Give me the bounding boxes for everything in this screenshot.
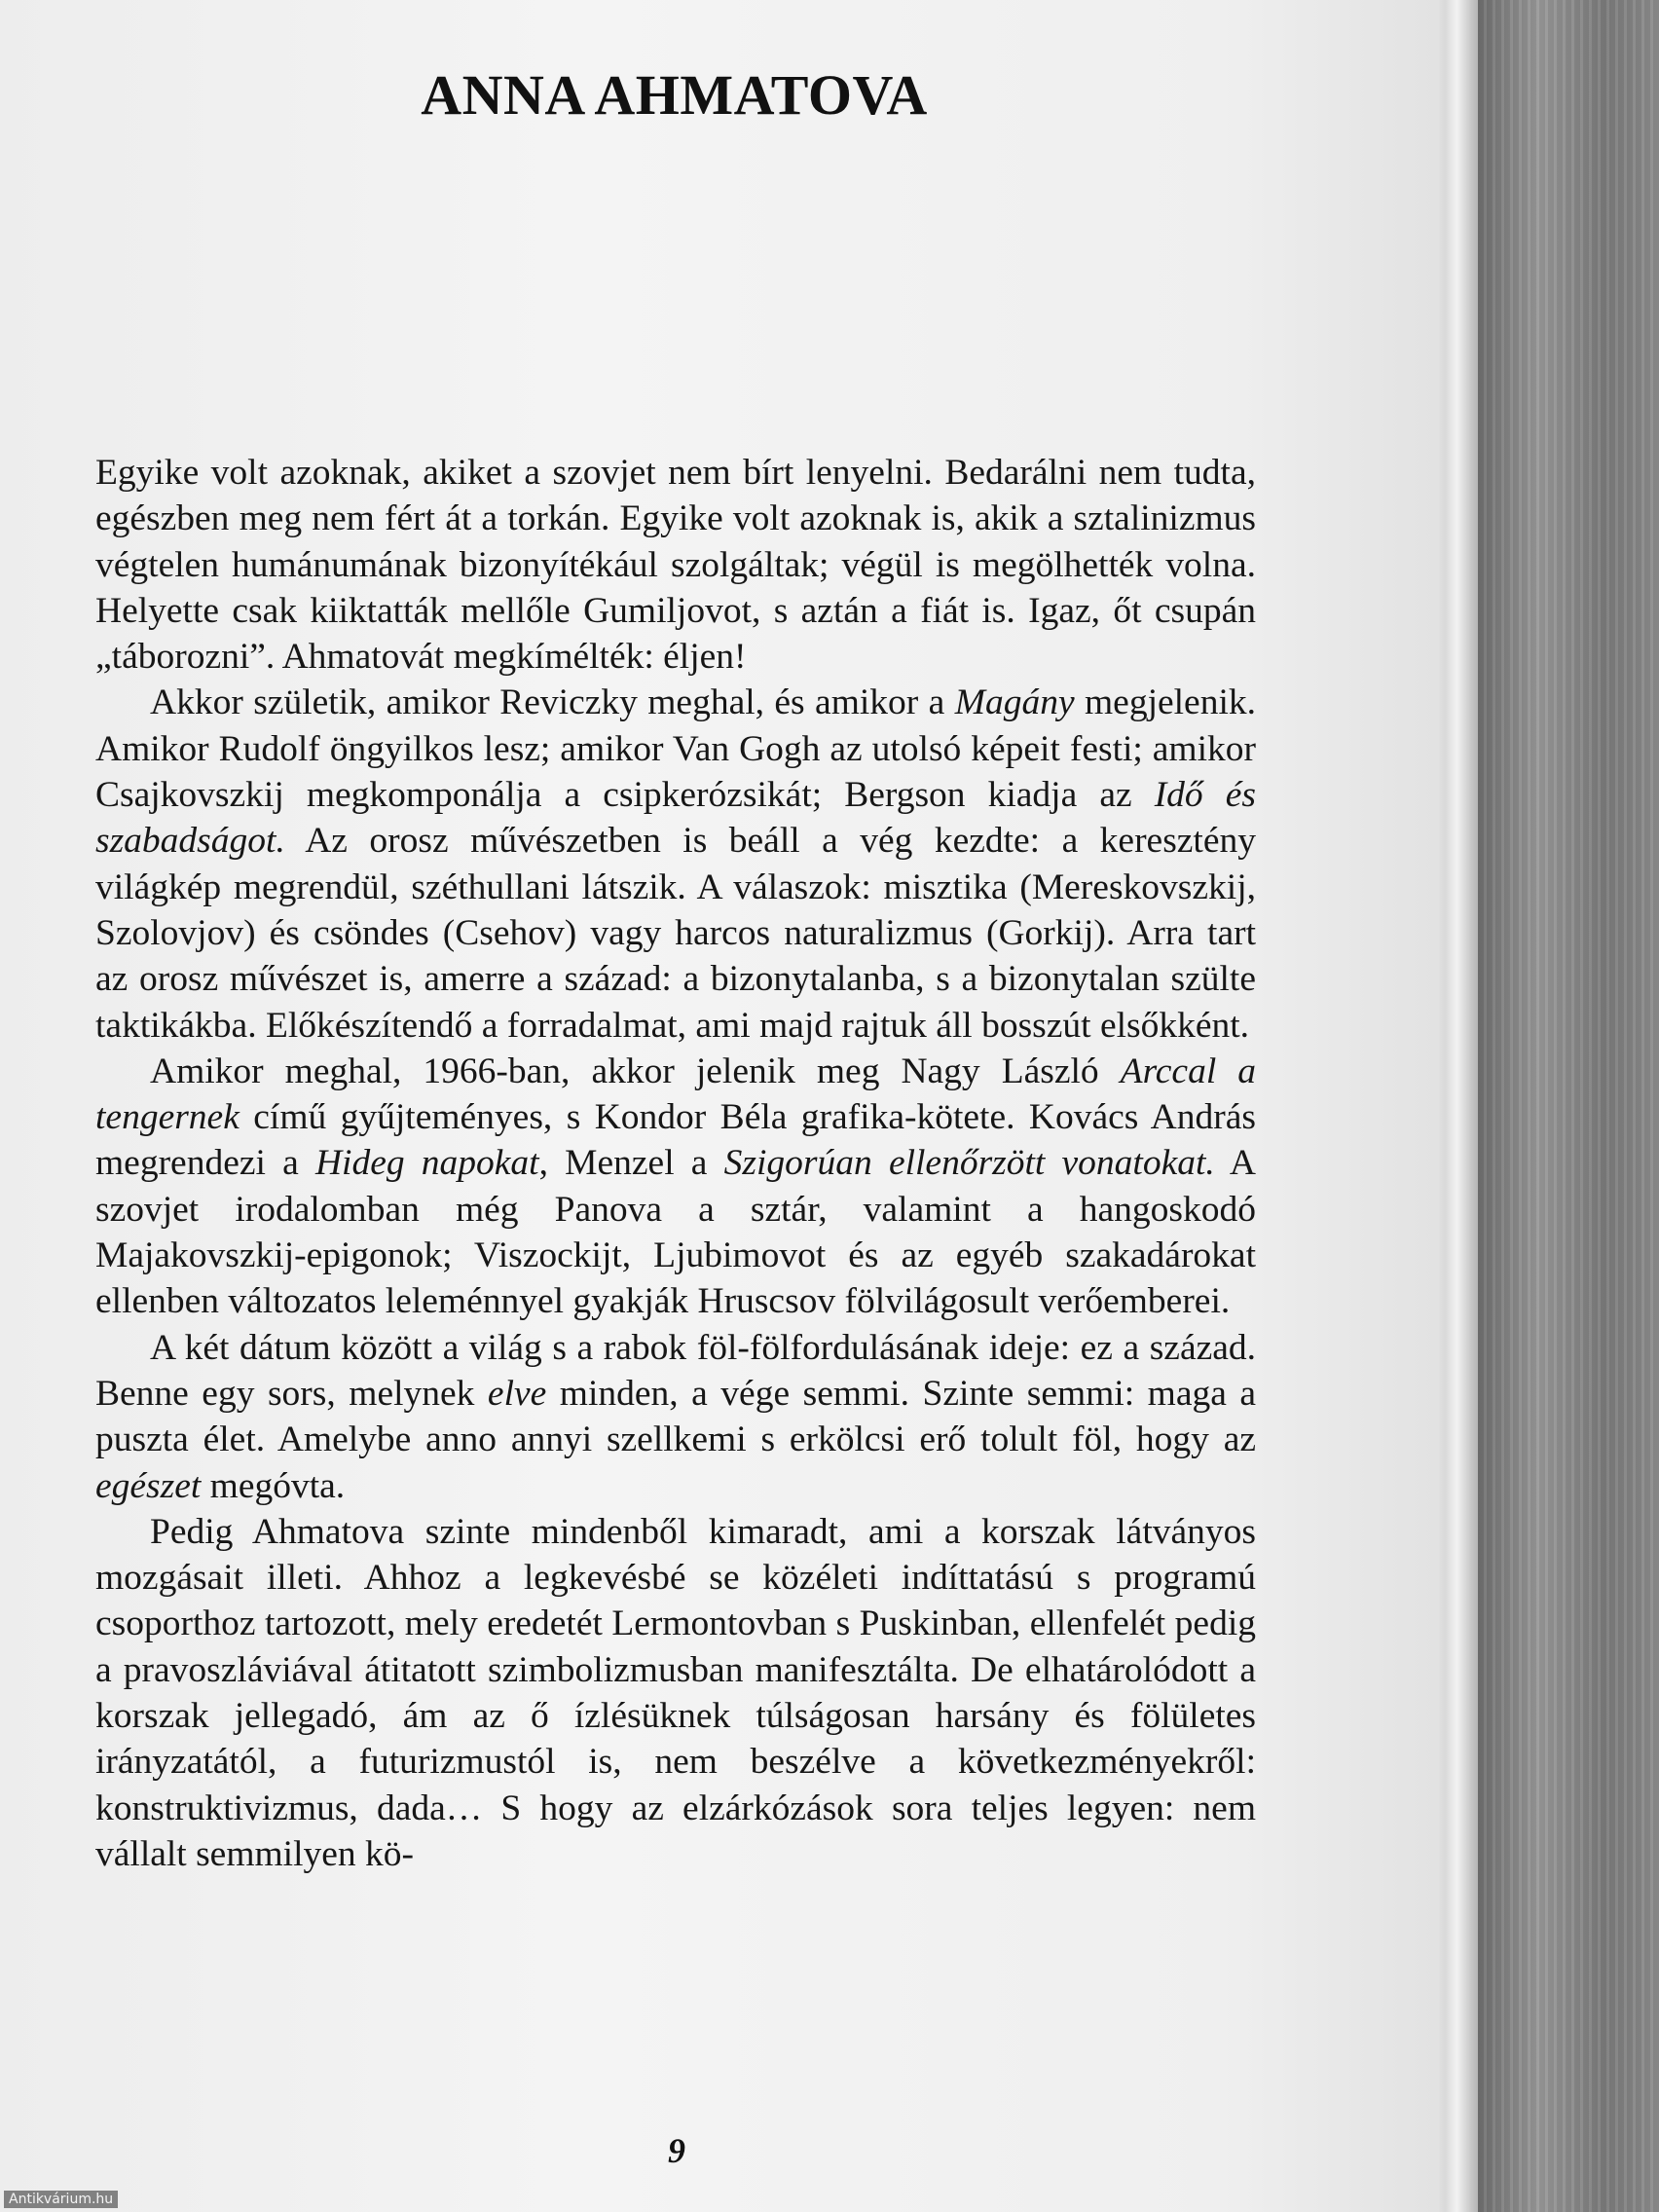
text-run: Pedig Ahmatova szinte mindenből kimaradt, ami a korszak látványos mozgásait illeti. Ahhoz a legkevésbé se közéleti indíttatású s programú csoporthoz tartozott, mely eredetét Lermontovban s Puskinban, ellenfelét pedig a pravoszláviával átitatott szimbolizmusban manifesztálta. De elhatárolódott a korszak jellegadó, ám az ő ízlésüknek túlságosan harsány és fölületes irányzatától, a futurizmustól is, nem beszélve a következményekről: konstruktivizmus, dada… S hogy az elzárkózások sora teljes legyen: nem vállalt semmilyen kö- [95, 1511, 1256, 1874]
background-surface [1475, 0, 1659, 2212]
text-run: minden, a vége semmi. Szinte semmi: maga a puszta élet. Amelybe anno annyi szellkemi s erkölcsi erő tolult föl, hogy az [95, 1373, 1257, 1460]
paragraph-2 [95, 680, 1256, 1048]
page-number: 9 [668, 2131, 685, 2170]
italic-title: Magány [954, 682, 1075, 723]
watermark: Antikvárium.hu [4, 2191, 118, 2208]
paragraph-4 [95, 1325, 1256, 1509]
text-run: című gyűjteményes, s Kondor Béla grafika-kötete. Kovács András megrendezi a [95, 1097, 1256, 1184]
paragraph-3 [95, 1049, 1256, 1325]
page-title: ANNA AHMATOVA [421, 63, 928, 127]
text-run: megjelenik. Amikor Rudolf öngyilkos lesz; amikor Van Gogh az utolsó képeit festi; amikor Csajkovszkij megkomponálja a csipkerózsikát; Bergson kiadja az [95, 682, 1256, 816]
italic-title: Hideg napokat [314, 1143, 539, 1184]
text-run: Amikor meghal, 1966-ban, akkor jelenik meg Nagy László [150, 1051, 1121, 1091]
text-run: megóvta. [201, 1465, 346, 1506]
text-run: A két dátum között a világ s a rabok föl-fölfordulásának ideje: ez a század. Benne egy sors, melynek [95, 1327, 1256, 1414]
text-run: Az orosz művészetben is beáll a vég kezdte: a keresztény világkép megrendül, széthullani látszik. A válaszok: misztika (Mereskovszkij, Szolovjov) és csöndes (Csehov) vagy harcos naturalizmus (Gorkij). Arra tart az orosz művészet is, amerre a század: a bizonytalanba, s a bizonytalan szülte taktikákba. Előkészítendő a forradalmat, ami majd rajtuk áll bosszút elsőkként. [95, 821, 1256, 1046]
text-run: Egyike volt azoknak, akiket a szovjet nem bírt lenyelni. Bedarálni nem tudta, egészben meg nem fért át a torkán. Egyike volt azoknak is, akik a sztalinizmus végtelen humánumának bizonyítékául szolgáltak; végül is megölhették volna. Helyette csak kiiktatták mellőle Gumiljovot, s aztán a fiát is. Igaz, őt csupán „táborozni”. Ahmatovát megkímélték: éljen! [95, 453, 1256, 678]
italic-title: Szigorúan ellenőrzött vonatokat. [723, 1143, 1215, 1184]
italic-title: Idő és szabadságot. [95, 775, 1256, 862]
paragraph-5 [95, 1509, 1256, 1877]
italic-title: Arccal a tengernek [95, 1051, 1256, 1138]
italic-title: egészet [95, 1465, 202, 1506]
italic-title: elve [487, 1373, 547, 1414]
body-text [95, 450, 1256, 1877]
text-run: Akkor születik, amikor Reviczky meghal, és amikor a [150, 682, 955, 723]
text-run: , Menzel a [538, 1143, 724, 1184]
text-run: A szovjet irodalomban még Panova a sztár, valamint a hangoskodó Majakovszkij-epigonok; Viszockijt, Ljubimovot és az egyéb szakadárokat ellenben változatos leleménnyel gyakják Hruscsov fölvilágosult verőemberei. [95, 1143, 1257, 1322]
paragraph-1 [95, 450, 1256, 680]
